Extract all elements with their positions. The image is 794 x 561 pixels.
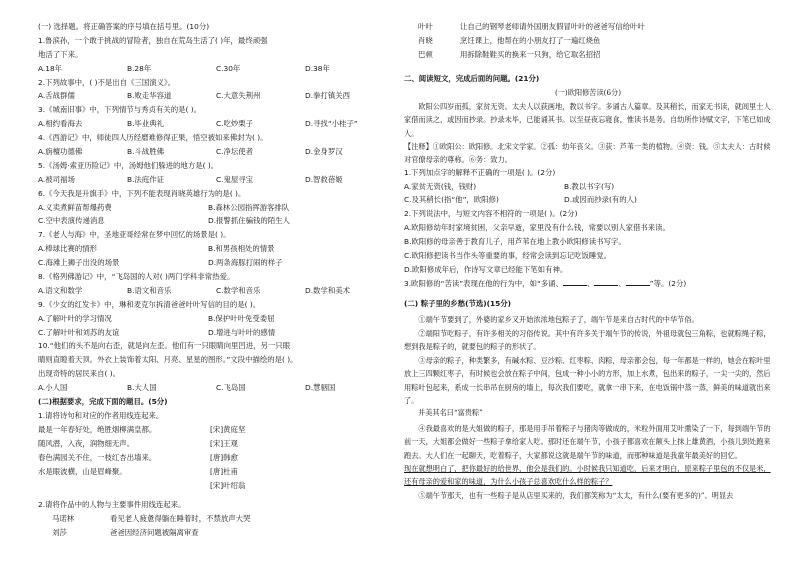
q2-option-a: A.舌战群儒 [38,91,75,101]
passage2-para5: ⑤端午节那天，也有一些粽子是从店里买来的，我们都笑称为“太太，有什么(要有更多的)”。明显去 [418,490,734,500]
person-task: 2.请将作品中的人物与主要事件用线连起来。 [38,500,186,510]
r2-stem: 2.下列说法中，与短文内容不相符的一项是( )。(2分) [404,209,578,219]
answer-blank[interactable] [563,279,587,286]
q5-option-d: D.智救蓓姬 [305,174,343,184]
person-event: 爸爸因经济问题被隔离审查 [110,528,199,538]
q7-options-cd [38,258,394,272]
q6-option-d: D.报警抓住骗钱的陌生人 [208,216,290,226]
match-name: 叶叶 [418,22,433,31]
right-column [404,22,772,516]
r3-stem-a: 3.欧阳修的“苦读”表现在他的行为中，如“多诵、 [404,278,563,288]
poem-line: 最是一年春好处，绝胜烟柳满皇都。 [38,424,157,434]
poem-line: 春色满园关不住，一枝红杏出墙来。 [38,452,157,462]
person-event: 看见老人疲惫得躺在睡着时，不禁放声大哭 [110,514,251,524]
left-column [38,22,394,542]
r1-option-a: A.家贫无资(钱，钱财) [404,181,477,191]
q1-option-a: A.18年 [38,63,63,73]
poem-row [38,425,394,439]
match-row [404,22,772,36]
q4-option-a: A.旃檀功德佛 [38,147,83,157]
section1-title: (一) 选择题。将正确答案的序号填在括号里。(10分) [38,22,210,31]
r1-option-d: D.或因而抄录(有的人) [564,195,637,205]
person-name: 刘莎 [52,528,67,538]
q10-option-a: A.小人国 [38,383,68,393]
q3-option-c: C.吃炒栗子 [216,119,254,129]
q4-options [38,147,394,161]
q2-option-d: D.拳打镇关西 [305,91,350,101]
q2-option-c: C.大意失荆州 [216,91,261,101]
q10-option-b: B.大人国 [127,383,157,393]
poem-author: [唐]杜甫 [210,466,238,476]
r3-stem: 3.欧阳修的“苦读”表现在他的行为中，如“多诵、 、 、 ”等。(2分) [404,278,687,288]
q7-options-ab [38,244,394,258]
section2-title: (二)根据要求，完成下面的题目。(5分) [38,397,168,407]
q9-option-a: A.了解叶叶的学习情况 [38,313,112,323]
q6-option-b: B.森林公园指挥游客排队 [208,202,290,212]
q8-options [38,286,394,300]
r2-option-b: B.欧阳修的母亲善于教育儿子，用芦苇在地上教小欧阳修读书写字。 [404,237,626,247]
q10-options [38,383,394,397]
q1-option-b: B.28年 [127,63,152,73]
q5-option-a: A.被司福场 [38,174,75,184]
r1-option-b: B.教以书字(写) [564,181,615,191]
poem-author: [宋]黄庭坚 [210,424,246,434]
q8-option-c: C.数学和音乐 [216,285,261,295]
poem-row [38,481,394,495]
answer-blank[interactable] [626,279,650,286]
r1-stem: 1.下列加点字的解释不正确的一项是( )。(2分) [404,167,556,177]
poem-author: [宋]王观 [210,438,238,448]
poem-row [38,467,394,481]
poem-line: 随风潜，入夜，润物细无声。 [38,438,135,448]
passage2-para3-end: 并美其名曰“富贵粽” [418,407,483,417]
poem-row [38,453,394,467]
q6-option-a: A.义卖煮鲜苗帮爆药费 [38,202,112,212]
passage2-para4: ④我最喜欢的是大姐做的粽子，那是用手吊着粽子与猪肉等做成的，米粒外面用艾叶熏染了一下，每到端午节的前一天，大姐都会做好一些粽子拿给家人吃。那时还在端午节，小孩子都喜欢在额头上抹上雄黄酒，小孩儿到处跑来跑去。大人们在一起聊天，吃着粽子，大家都说这就是端午节的味道，而那种味道是我童年最美好的回忆。 [404,423,771,460]
q7-option-b: B.和男孩相处的情景 [208,244,275,254]
q1-options [38,64,394,78]
person-row [38,528,394,542]
q9-option-c: C.了解叶叶和刘苏的友谊 [38,327,120,337]
r1-options-ab [404,182,772,196]
q4-option-b: B.斗战胜佛 [127,147,164,157]
q2-options [38,91,394,105]
poem-author: [宋]叶绍翁 [210,480,246,490]
q1-option-d: D.38年 [305,63,330,73]
q7-option-c: C.海滩上狮子出没的场景 [38,258,120,268]
passage2-para3: ③母亲的粽子，种类繁多，有碱水粽、豆沙粽、红枣粽、肉粽，母亲都会包，每一年都是一样的，她会在粽叶里放上三四颗红枣子，有时候也会放在粽子中间，包成一种小小的方形，加上水煮，包出来的粽子，一尖一尖的，然后用粽叶包起来，系成一长串吊在厨房的墙上，每次我们要吃，就拿一串下来，在电饭锅中蒸一蒸，鲜美的味道就出来了。 [404,355,771,406]
q7-stem: 7.《老人与海》中，圣地亚哥经常在梦中回忆的场景是( )。 [38,230,231,240]
match-row [404,36,772,50]
r2-option-c: C.欧阳修把读书当作头等重要的事，经常会读到忘记吃饭睡觉。 [404,251,612,261]
q10-line3: 出现奇特的居民来自( )。 [38,369,121,379]
poem-task: 1.请将诗句和对应的作者用线连起来。 [38,411,164,421]
q3-option-a: A.相约看海去 [38,119,83,129]
q2-stem: 2.下列故事中，( )不是出自《三国演义》。 [38,77,176,87]
q3-options [38,119,394,133]
r1-options-cd [404,195,772,209]
passage2-para4-end: 现在就想明白了，把你最好的给世界，他会是我们的。小时候我只知道吃，后来才明白，原来粽子里包的不仅是米，还有母亲的爱和家的味道，为什么小孩子总喜欢吃什么样的粽子？ [404,463,771,487]
q5-options [38,175,394,189]
passage1-body: 欧阳公四岁而孤，家贫无资。太夫人以荻画地，教以书字。多诵古人篇章。及其稍长，而家无书读，就闾里士人家借而读之，或因而抄录。抄录未毕，已能诵其书。以至昼夜忘寝食，惟读书是务。自幼所作诗赋文字，下笔已如成人。 [404,101,771,138]
q10-line2: 睛则直瞪着天顶。外衣上装饰着太阳、月亮、星星的图形。”文段中描绘的是( )。 [38,355,298,365]
q8-option-a: A.语文和数学 [38,285,83,295]
q3-option-d: D.寻找“小桂子” [305,119,358,129]
q9-option-d: D.增进与叶叶的感情 [208,327,276,337]
match-event: 用拆除鞋鞋买的换来一只狗，给它取名招招 [460,49,601,59]
q10-line1: 10.“他们的头不是向右歪，就是向左歪。他们有一只眼睛向里凹进，另一只眼 [38,341,291,351]
q3-stem: 3.《城南旧事》中，下列情节与秀贞有关的是( )。 [38,105,201,115]
r2-option-d: D.欧阳修成年后，作诗写文章已经能下笔如有神。 [404,264,568,274]
person-name: 马诺林 [52,514,75,524]
q5-option-b: B.法庭作证 [127,174,164,184]
match-name: 肖晓 [418,35,433,45]
q1-option-c: C.30年 [216,63,241,73]
passage2-para2: ②端阳节吃粽子，有许多相关的习俗传说。其中有许多关于端午节的传说，外祖母就包三角粽，也就粽绳子粽，想到我是粽子的，就要包的粽子的形状了。 [404,328,771,352]
r1-option-c: C.及其稍长(指“他”，欧阳修) [404,195,499,205]
q9-option-b: B.保护叶叶免受委屈 [208,313,275,323]
passage2-title: (二) 粽子里的乡愁(节选)(15分) [404,298,512,308]
q8-option-d: D.数学和美术 [305,285,350,295]
poem-author: [唐]韩愈 [210,452,238,462]
q8-stem: 8.《格列佛游记》中，“飞岛国的人对( )两门学科非常热爱。 [38,272,235,282]
q4-stem: 4.《西游记》中，师徒四人历经磨难修得正果，悟空被如来佛封为( )。 [38,133,268,143]
match-row [404,50,772,64]
q1-line1: 1.鲁滨孙，一个敢于挑战的冒险者，独自在荒岛生活了( )年，最终顽强 [38,35,268,45]
q2-option-b: B.败走华容道 [127,91,172,101]
q1-line2: 地活了下来。 [38,49,83,59]
r3-stem-b: ”等。(2分) [649,278,687,288]
q10-option-c: C.飞岛国 [216,383,246,393]
q7-option-a: A.棒球比赛的情形 [38,244,98,254]
q5-stem: 5.《汤姆·索亚历险记》中，汤姆他们躲进的地方是( )。 [38,160,219,170]
passage1-title: (一)欧阳修苦读(6分) [554,87,622,97]
poem-line [38,481,210,495]
q6-options-cd [38,216,394,230]
q6-options-ab [38,203,394,217]
q9-options-cd [38,328,394,342]
reading-section-title: 二、阅读短文，完成后面的问题。(21分) [404,73,540,83]
answer-blank[interactable] [594,279,618,286]
q9-options-ab [38,314,394,328]
passage1-notes: 【注释】①欧阳公：欧阳修。北宋文学家。②孤：幼年丧父。③荻：芦苇一类的植物。④资：钱。⑤太夫人：古时候对官僚母亲的尊称。⑥务：致力。 [404,141,771,165]
poem-row [38,439,394,453]
q4-option-c: C.净坛使者 [216,147,254,157]
q3-option-b: B.毕业典礼 [127,119,164,129]
q7-option-d: D.两条海豚打闹的样子 [208,258,283,268]
r2-option-a: A.欧阳修幼年时家境贫困，父亲早逝，家里没有什么钱，常要以别人家借书来读。 [404,223,670,233]
q6-option-c: C.空中表演传递消息 [38,216,105,226]
person-row [38,514,394,528]
q9-stem: 9.《少女的红发卡》中，琳和麦克尔拆清爸爸叶叶写信的目的是( )。 [38,299,261,309]
poem-line: 水是眼波横，山是眉峰聚。 [38,466,127,476]
q10-option-d: D.慧骃国 [305,383,336,393]
match-event: 烹饪课上，他帮在的小朋友打了一遍红烧鱼 [460,35,601,45]
q8-option-b: B.语文和音乐 [127,285,172,295]
q6-stem: 6.《今天我是升旗手》中，下列不能表现肖晓英雄行为的是( )。 [38,188,246,198]
passage2-para1: ①端午节要到了，外婆的家乡又开始浓浓地包粽子了，端午节是来自古时代的中华节俗。 [418,314,699,324]
match-event: 让自己的钢琴老师请外国朋友假冒叶叶的爸爸写信给叶叶 [460,22,645,31]
q5-option-c: C.鬼屋寻宝 [216,174,254,184]
match-name: 巴顿 [418,49,433,59]
q4-option-d: D.金身罗汉 [305,147,343,157]
